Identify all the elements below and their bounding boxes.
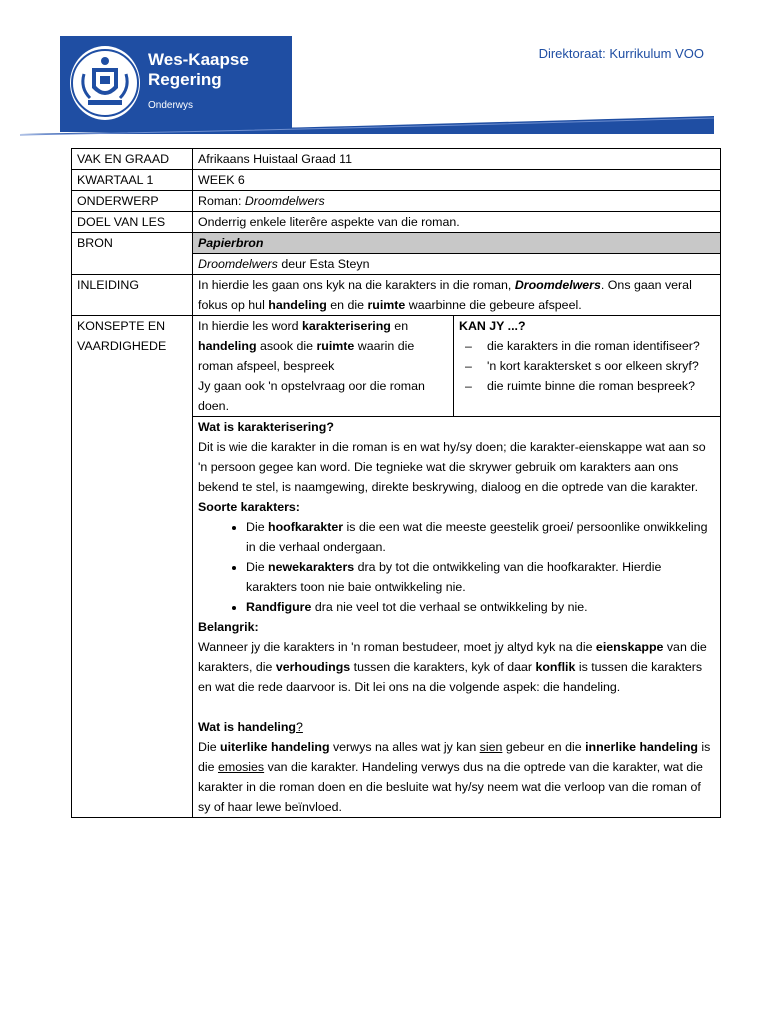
page-header xyxy=(0,0,768,140)
text-span: innerlike handeling xyxy=(585,740,698,754)
brand-line-1: Wes-Kaapse xyxy=(148,50,249,69)
source-author: deur Esta Steyn xyxy=(277,257,370,271)
text-span: dra nie veel tot die verhaal se ontwikkeling by nie. xyxy=(311,600,588,614)
text-span: karakterisering xyxy=(302,319,391,333)
topic-prefix: Roman: xyxy=(198,194,245,208)
text-span: Die xyxy=(246,560,269,574)
characterisation-text: Dit is wie die karakter in die roman is en wat hy/sy doen; die karakter-eienskappe wat aan so 'n persoon gegee kan word. Die tegnieke wat die skrywer gebruik om karakters aan ons bekend te stel, is naamgewing, direkte beskrywing, dialoog en die optrede van die karakter. xyxy=(198,440,706,494)
text-span: . Ons gaan veral fokus op hul xyxy=(198,278,692,312)
list-item xyxy=(246,597,715,617)
concepts-paragraph xyxy=(198,316,448,376)
list-item xyxy=(246,517,715,557)
text-span: van die karakter. Handeling verwys dus na die optrede van die karakter, wat die karakter in die roman doen en die besluite wat hy/sy neem wat die verloop van die roman of sy of haar lewe beïnvloed. xyxy=(198,760,703,814)
text-span: Die xyxy=(246,520,269,534)
text-span: asook die xyxy=(256,339,317,353)
characterisation-heading: Wat is karakterisering? xyxy=(198,420,334,434)
text-span: is die een wat die meeste geestelik groei/ persoonlike onwikkeling in die verhaal ondergaan. xyxy=(246,520,708,554)
character-types-heading: Soorte karakters: xyxy=(198,500,300,514)
text-span: Wanneer jy die karakters in 'n roman bestudeer, moet jy altyd kyk na die xyxy=(198,640,596,654)
can-you-heading: KAN JY ...? xyxy=(459,319,526,333)
text-span: sien xyxy=(479,740,503,754)
text-span: Wat is handeling xyxy=(198,720,296,734)
source-heading: Papierbron xyxy=(193,233,721,254)
brand-line-2: Regering xyxy=(148,70,222,89)
text-span: In hierdie les word xyxy=(198,319,302,333)
text-span: is die xyxy=(198,740,711,774)
text-span: verhoudings xyxy=(275,660,351,674)
introduction-text xyxy=(193,275,721,316)
text-span: gebeur en die xyxy=(502,740,586,754)
table-row xyxy=(72,191,721,212)
row-label: INLEIDING xyxy=(72,275,193,316)
brand-line-3: Onderwys xyxy=(148,100,194,111)
can-you-box xyxy=(454,316,721,417)
concepts-text xyxy=(193,316,454,417)
text-span: Droomdelwers xyxy=(514,278,601,292)
text-span: en die xyxy=(326,298,368,312)
text-span: handeling xyxy=(268,298,327,312)
row-value: Afrikaans Huistaal Graad 11 xyxy=(193,149,721,170)
text-span: waarin die roman afspeel, bespreek xyxy=(198,339,415,373)
text-span: Die xyxy=(198,740,221,754)
text-span: uiterlike handeling xyxy=(220,740,330,754)
text-span: is tussen die karakters en wat die rede daarvoor is. Dit lei ons na die volgende aspek: die handeling. xyxy=(198,660,703,694)
text-span: handeling xyxy=(198,339,257,353)
text-span: dra by tot die ontwikkeling van die hoofkarakter. Hierdie karakters toon nie baie ontwikkeling nie. xyxy=(246,560,662,594)
text-span: newekarakters xyxy=(268,560,355,574)
text-span: waarbinne die gebeure afspeel. xyxy=(405,298,582,312)
directorate-label: Direktoraat: Kurrikulum VOO xyxy=(538,46,704,61)
important-heading: Belangrik: xyxy=(198,620,259,634)
text-span: eienskappe xyxy=(595,640,664,654)
lesson-plan-table xyxy=(71,148,721,818)
text-span: konflik xyxy=(535,660,576,674)
row-value: WEEK 6 xyxy=(193,170,721,191)
row-label: DOEL VAN LES xyxy=(72,212,193,233)
header-swoosh xyxy=(0,108,768,142)
table-row xyxy=(72,212,721,233)
list-item: – die ruimte binne die roman bespreek? xyxy=(459,376,715,396)
table-row xyxy=(72,275,721,316)
action-text xyxy=(198,737,715,817)
text-span: In hierdie les gaan ons kyk na die karakters in die roman, xyxy=(198,278,515,292)
text-span: van die karakters, die xyxy=(198,640,707,674)
row-label: KWARTAAL 1 xyxy=(72,170,193,191)
text-span: ruimte xyxy=(367,298,406,312)
can-you-list xyxy=(459,336,715,396)
text-span: tussen die karakters, kyk of daar xyxy=(350,660,536,674)
novel-title: Droomdelwers xyxy=(244,194,325,208)
table-row xyxy=(72,170,721,191)
table-row xyxy=(72,149,721,170)
list-item: – die karakters in die roman identifiseer? xyxy=(459,336,715,356)
character-types-list xyxy=(198,517,715,617)
text-span: hoofkarakter xyxy=(268,520,344,534)
text-span: ? xyxy=(295,720,303,734)
list-item: – 'n kort karaktersket s oor elkeen skryf? xyxy=(459,356,715,376)
important-text xyxy=(198,637,715,697)
row-label: ONDERWERP xyxy=(72,191,193,212)
text-span: Randfigure xyxy=(246,600,312,614)
row-value: Onderrig enkele literêre aspekte van die roman. xyxy=(193,212,721,233)
source-title: Droomdelwers xyxy=(198,257,278,271)
row-value xyxy=(193,191,721,212)
lesson-content xyxy=(193,417,721,818)
text-span: emosies xyxy=(217,760,265,774)
text-span: en xyxy=(390,319,409,333)
row-label xyxy=(72,316,193,818)
text-span: verwys na alles wat jy kan xyxy=(329,740,480,754)
text-span: ruimte xyxy=(316,339,355,353)
action-heading xyxy=(198,717,715,737)
spacer xyxy=(198,697,715,717)
label-line-1: KONSEPTE EN xyxy=(77,319,166,333)
list-item xyxy=(246,557,715,597)
row-label: VAK EN GRAAD xyxy=(72,149,193,170)
row-label: BRON xyxy=(72,233,193,275)
table-row xyxy=(72,233,721,254)
essay-note: Jy gaan ook 'n opstelvraag oor die roman doen. xyxy=(198,379,425,413)
table-row xyxy=(72,316,721,417)
label-line-2: VAARDIGHEDE xyxy=(77,339,167,353)
source-value xyxy=(193,254,721,275)
